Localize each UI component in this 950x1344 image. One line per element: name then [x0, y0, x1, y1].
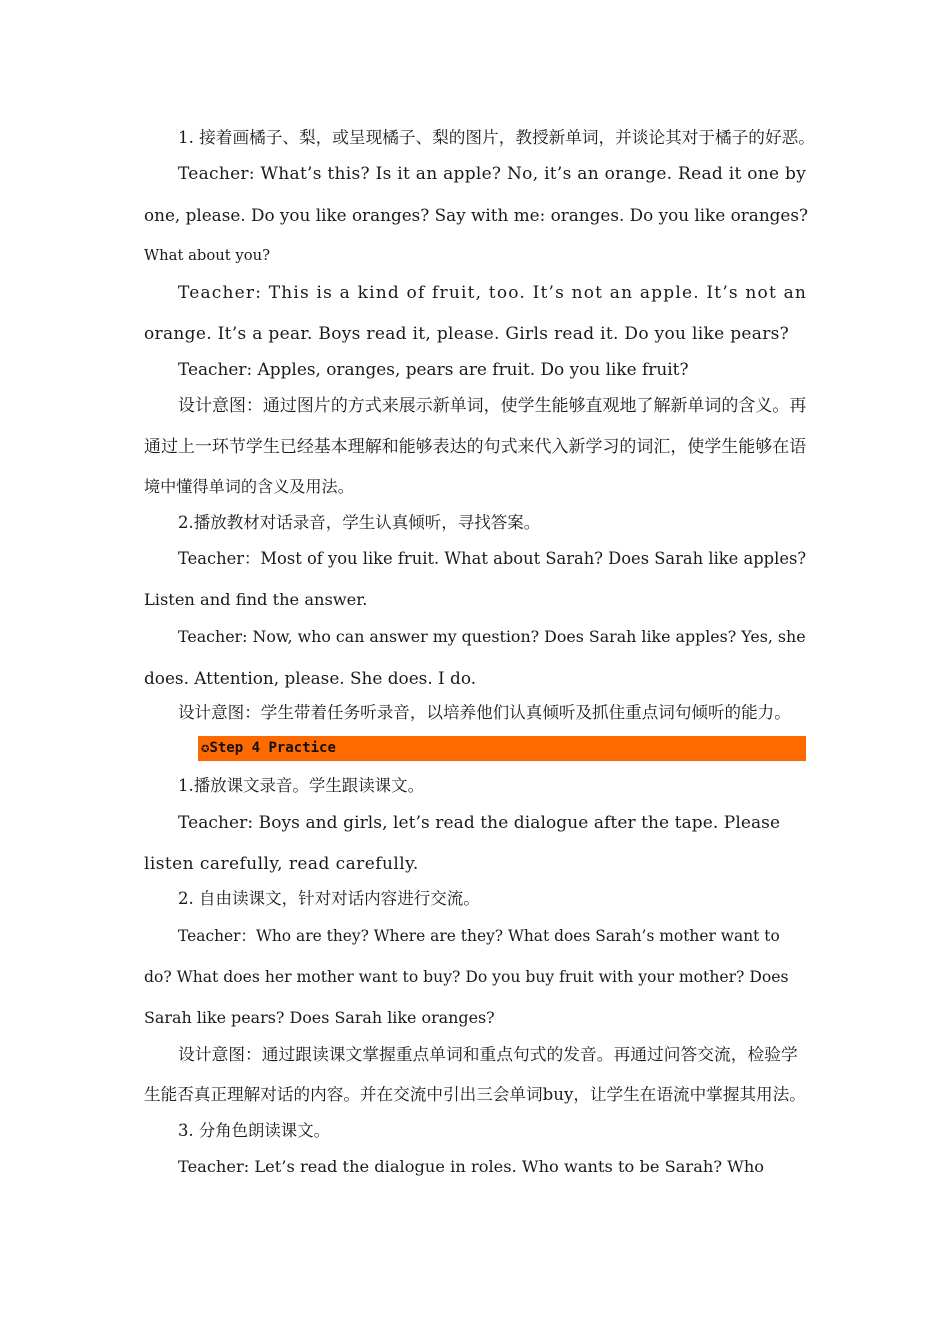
paragraph-line: 通过上一环节学生已经基本理解和能够表达的句式来代入新学习的词汇，使学生能够在语: [144, 436, 807, 456]
paragraph-line: Sarah like pears? Does Sarah like oranges?: [144, 1008, 495, 1027]
paragraph-line: Teacher: Apples, oranges, pears are fruit. Do you like fruit?: [178, 359, 689, 379]
paragraph-line: 生能否真正理解对话的内容。并在交流中引出三会单词buy，让学生在语流中掌握其用法。: [144, 1085, 806, 1104]
paragraph-line: 设计意图：通过图片的方式来展示新单词，使学生能够直观地了解新单词的含义。再: [178, 395, 807, 415]
paragraph-line: orange. It’s a pear. Boys read it, please. Girls read it. Do you like pears?: [144, 324, 790, 344]
paragraph-line: 3. 分角色朗读课文。: [178, 1121, 330, 1140]
section-heading-label: Step 4 Practice: [209, 740, 336, 756]
paragraph-line: does. Attention, please. She does. I do.: [144, 668, 477, 688]
paragraph-line: Teacher: Let’s read the dialogue in roles. Who wants to be Sarah? Who: [178, 1157, 765, 1176]
paragraph-line: Teacher: Now, who can answer my question? Does Sarah like apples? Yes, she: [178, 627, 806, 646]
paragraph-line: What about you?: [144, 247, 271, 264]
section-heading-banner: [198, 736, 806, 761]
paragraph-line: Teacher: Boys and girls, let’s read the dialogue after the tape. Please: [178, 813, 781, 833]
paragraph-line: Teacher：Who are they? Where are they? What does Sarah’s mother want to: [178, 927, 780, 945]
paragraph-line: 1. 接着画橘子、梨，或呈现橘子、梨的图片，教授新单词，并谈论其对于橘子的好恶。: [178, 128, 815, 147]
star-icon: ✪: [201, 740, 210, 756]
paragraph-line: do? What does her mother want to buy? Do you buy fruit with your mother? Does: [144, 968, 789, 986]
paragraph-line: Teacher: This is a kind of fruit, too. It’s not an apple. It’s not an: [178, 283, 808, 303]
paragraph-line: listen carefully, read carefully.: [144, 854, 419, 874]
paragraph-line: 境中懂得单词的含义及用法。: [144, 477, 354, 496]
paragraph-line: Teacher: What’s this? Is it an apple? No, it’s an orange. Read it one by: [178, 164, 807, 184]
paragraph-line: Teacher：Most of you like fruit. What about Sarah? Does Sarah like apples?: [178, 549, 807, 568]
paragraph-line: Listen and find the answer.: [144, 590, 368, 609]
paragraph-line: 2. 自由读课文，针对对话内容进行交流。: [178, 889, 480, 908]
paragraph-line: one, please. Do you like oranges? Say with me: oranges. Do you like oranges?: [144, 205, 809, 225]
paragraph-line: 设计意图：通过跟读课文掌握重点单词和重点句式的发音。再通过问答交流，检验学: [178, 1044, 798, 1064]
section-heading: [201, 739, 336, 757]
paragraph-line: 1.播放课文录音。学生跟读课文。: [178, 776, 425, 795]
paragraph-line: 2.播放教材对话录音，学生认真倾听，寻找答案。: [178, 513, 541, 532]
paragraph-line: 设计意图：学生带着任务听录音，以培养他们认真倾听及抓住重点词句倾听的能力。: [178, 703, 791, 722]
